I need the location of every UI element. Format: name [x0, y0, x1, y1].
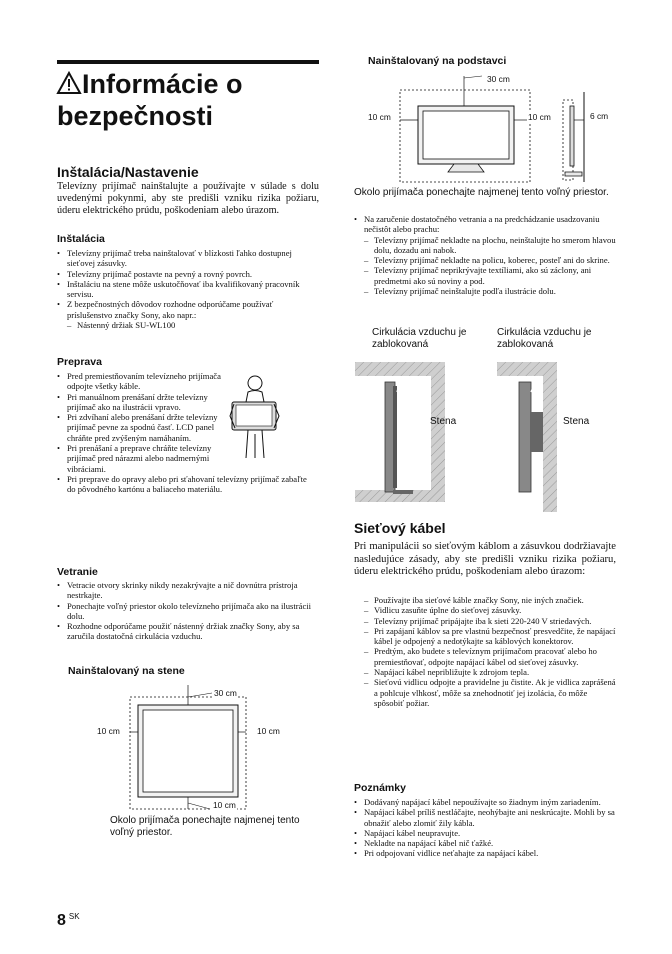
installation-intro: Televízny prijímač nainštalujte a používajte v súlade s dolu uvedenými pokynmi, aby ste predišli vzniku rizika požiaru, úderu elektrického prúdu, poškodeniam alebo úrazom.	[57, 181, 319, 216]
list-item: • Dodávaný napájací kábel nepoužívajte so žiadnym iným zariadením.	[354, 797, 616, 807]
list-subitem: – Televízny prijímač neprikrývajte textíliami, ako sú záclony, ani predmetmi ako sú noviny a pod.	[364, 265, 616, 286]
stand-side-clearance-label: 6 cm	[590, 111, 609, 121]
stand-figure-caption: Okolo prijímača ponechajte najmenej tento voľný priestor.	[354, 187, 609, 198]
list-item: • Pri odpojovaní vidlice neťahajte za napájací kábel.	[354, 848, 616, 858]
stand-top-clearance-label: 30 cm	[487, 74, 510, 84]
stand-right-clearance-label: 10 cm	[528, 112, 551, 122]
poznamky-heading: Poznámky	[354, 782, 406, 794]
ventilation-notes	[354, 214, 616, 296]
right-wall-label: Stena	[563, 416, 590, 427]
list-item: • Nekladte na napájací kábel nič ťažké.	[354, 838, 616, 848]
wall-bottom-clearance-label: 10 cm	[213, 800, 236, 810]
installation-heading: Inštalácia/Nastavenie	[57, 164, 199, 180]
list-item: • Z bezpečnostných dôvodov rozhodne odporúčame používať príslušenstvo značky Sony, ako napr.: – Nástenný držiak SU-WL100	[57, 299, 319, 330]
stand-clearance-diagram	[360, 72, 620, 184]
stand-left-clearance-label: 10 cm	[368, 112, 391, 122]
vetranie-heading: Vetranie	[57, 566, 98, 578]
wall-top-clearance-label: 30 cm	[214, 688, 237, 698]
blocked-airflow-shelf-diagram	[355, 362, 445, 502]
wall-figure-heading: Nainštalovaný na stene	[68, 665, 185, 677]
language-code: SK	[68, 912, 80, 921]
warning-icon	[57, 72, 81, 94]
vetranie-list	[57, 580, 319, 642]
list-item: • Napájací kábel príliš nestláčajte, neohýbajte ani neskrúcajte. Mohli by sa obnažiť alebo zlomiť žily kábla.	[354, 807, 616, 828]
list-item: – Predtým, ako budete s televíznym prijímačom pracovať alebo ho premiestňovať, odpojte napájací kábel od sieťovej zásuvky.	[364, 646, 616, 667]
title-rule	[57, 60, 319, 64]
preprava-list	[57, 371, 307, 495]
list-item: • Na zaručenie dostatočného vetrania a na predchádzanie usadzovaniu nečistôt alebo prachu: – Televízny prijímač nekladte na plochu, neinštalujte ho smerom hlavou dolu, dozadu ani nabok. – Televízny prijímač nekladte na policu, koberec, posteľ ani do skrine. – Televízny prijímač neprikrývajte textíliami, ako sú záclony, ani predmetmi ako sú noviny a pod. – Televízny prijímač neinštalujte podľa ilustrácie dolu.	[354, 214, 616, 296]
list-item: • Pri prenášaní a preprave chráňte televízny prijímač pred nárazmi alebo nadmernými vibráciami.	[57, 443, 227, 474]
list-item: – Používajte iba sieťové káble značky Sony, nie iných značiek.	[364, 595, 616, 605]
list-item: • Pri manuálnom prenášaní držte televízny prijímač ako na ilustrácii vpravo.	[57, 392, 227, 413]
power-cable-heading: Sieťový kábel	[354, 520, 446, 536]
blocked-airflow-curtain-diagram	[497, 362, 607, 512]
carrying-person-illustration	[226, 372, 286, 462]
poznamky-list	[354, 797, 616, 859]
list-subitem: – Nástenný držiak SU-WL100	[67, 320, 319, 330]
stand-figure-heading: Nainštalovaný na podstavci	[368, 55, 507, 67]
instalacia-heading: Inštalácia	[57, 233, 105, 245]
wall-mount-clearance-diagram	[90, 685, 290, 815]
blocked-right-caption: Cirkulácia vzduchu je zablokovaná	[497, 327, 592, 350]
list-subitem: – Televízny prijímač nekladte na plochu, neinštalujte ho smerom hlavou dolu, dozadu ani nabok.	[364, 235, 616, 256]
list-item: • Pri preprave do opravy alebo pri sťahovaní televízny prijímač zabaľte do pôvodného kartónu a baliaceho materiálu.	[57, 474, 317, 495]
wall-figure-caption: Okolo prijímača ponechajte najmenej tento voľný priestor.	[110, 815, 300, 838]
list-item: – Vidlicu zasuňte úplne do sieťovej zásuvky.	[364, 605, 616, 615]
list-item: • Televízny prijímač postavte na pevný a rovný povrch.	[57, 269, 319, 279]
left-wall-label: Stena	[430, 416, 457, 427]
list-item: – Televízny prijímač pripájajte iba k sieti 220-240 V striedavých.	[364, 616, 616, 626]
instalacia-list	[57, 248, 319, 330]
list-item: • Ponechajte voľný priestor okolo televízneho prijímača ako na ilustrácii dolu.	[57, 601, 319, 622]
wall-left-clearance-label: 10 cm	[97, 726, 120, 736]
page-title	[57, 68, 319, 132]
list-subitem: – Televízny prijímač neinštalujte podľa ilustrácie dolu.	[364, 286, 616, 296]
wall-right-clearance-label: 10 cm	[257, 726, 280, 736]
blocked-left-caption: Cirkulácia vzduchu je zablokovaná	[372, 327, 467, 350]
preprava-heading: Preprava	[57, 356, 102, 368]
list-item: • Rozhodne odporúčame použiť nástenný držiak značky Sony, aby sa zaručila dostatočná cirkulácia vzduchu.	[57, 621, 319, 642]
page-title-text: Informácie o bezpečnosti	[57, 69, 243, 131]
list-item: – Napájací kábel nepribližujte k zdrojom tepla.	[364, 667, 616, 677]
list-item: • Pri zdvíhaní alebo prenášaní držte televízny prijímač pevne za spodnú časť. LCD panel chráňte pred zvýšeným namáhaním.	[57, 412, 227, 443]
power-cable-list	[364, 595, 616, 708]
power-cable-intro: Pri manipulácii so sieťovým káblom a zásuvkou dodržiavajte nasledujúce zásady, aby ste predišli vzniku rizika požiaru, úderu elektrického prúdu, poškodeniam alebo úrazom:	[354, 541, 616, 577]
list-item: – Pri zapájaní káblov sa pre vlastnú bezpečnosť presvedčite, že napájací kábel je odpojený a nedotýkajte sa káblových konektorov.	[364, 626, 616, 647]
list-item: • Pred premiestňovaním televízneho prijímača odpojte všetky káble.	[57, 371, 227, 392]
list-item: • Napájací kábel neupravujte.	[354, 828, 616, 838]
list-item: • Vetracie otvory skrinky nikdy nezakrývajte a nič dovnútra prístroja nestrkajte.	[57, 580, 319, 601]
list-item: • Televízny prijímač treba nainštalovať v blízkosti ľahko dostupnej sieťovej zásuvky.	[57, 248, 319, 269]
list-item: • Inštaláciu na stene môže uskutočňovať iba kvalifikovaný pracovník servisu.	[57, 279, 319, 300]
list-subitem: – Televízny prijímač nekladte na policu, koberec, posteľ ani do skrine.	[364, 255, 616, 265]
list-item: – Sieťovú vidlicu odpojte a pravidelne ju čistite. Ak je vidlica zaprášená a pohlcuje vlhkosť, môže sa znehodnotiť jej izolácia, čo môže spôsobiť požiar.	[364, 677, 616, 708]
page-number: 8 $^{SK}$	[57, 912, 80, 929]
